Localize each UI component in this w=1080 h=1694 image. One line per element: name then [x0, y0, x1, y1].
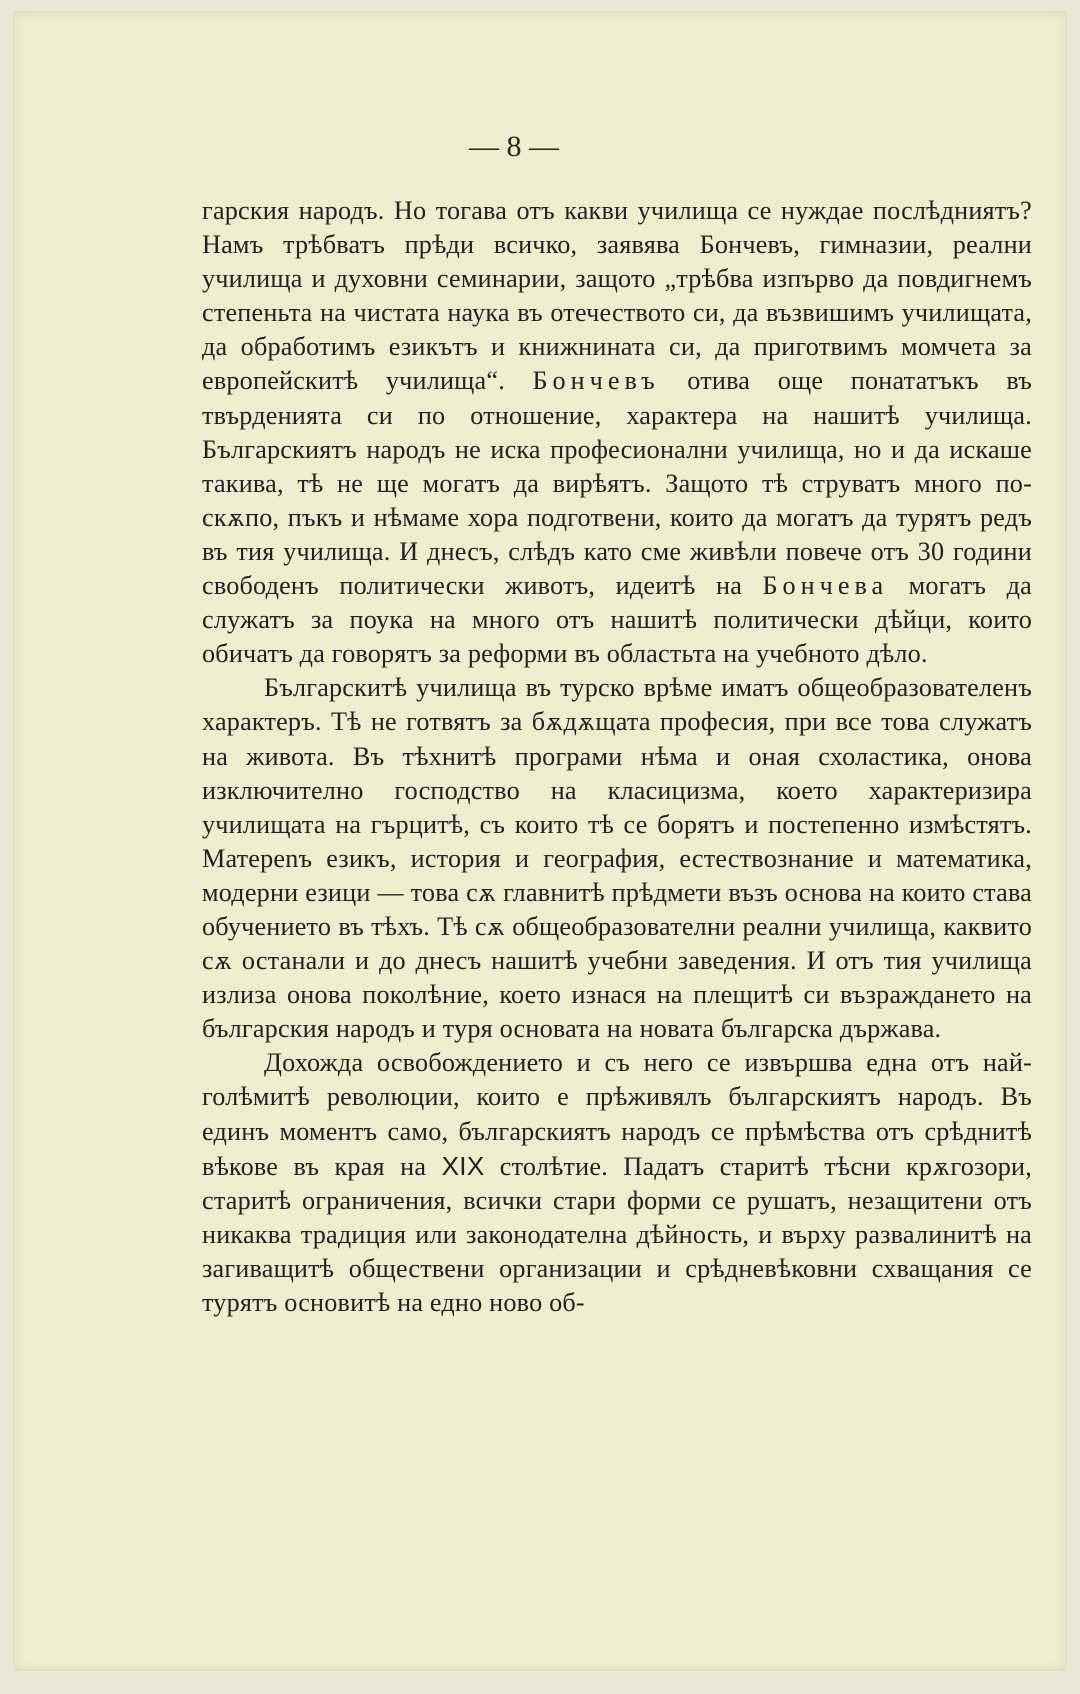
- text-segment: Дохожда освобождението и съ него се извършва една отъ най-голѣмитѣ революции, които е прѣживялъ българскиятъ народъ. Въ единъ моментъ само, българскиятъ народъ се прѣмѣства отъ срѣднитѣ вѣкове въ края на: [202, 1048, 1032, 1181]
- text-segment: гарския народъ. Но тогава отъ какви училища се нуждае послѣдниятъ? Намъ трѣбватъ прѣди всичко, заявява Бончевъ, гимназии, реални училища и духовни семинарии, защото „трѣбва изпърво да повдигнемъ степеньта на чистата наука въ отечеството си, да възвишимъ училищата, да обработимъ езикътъ и книжнината си, да приготвимъ момчета за европейскитѣ училища“.: [202, 196, 1032, 396]
- body-text: [202, 194, 1032, 1320]
- text-segment: могатъ да служатъ за поука на много отъ нашитѣ политически дѣйци, които обичатъ да говорятъ за реформи въ областьта на учебното дѣло.: [202, 571, 1032, 669]
- text-segment-spaced: Бончевъ: [532, 366, 660, 396]
- text-segment: столѣтие. Падатъ старитѣ тѣсни крѫгозори, старитѣ ограничения, всички стари форми се рушатъ, незащитени отъ никаква традиция или законодателна дѣйность, и върху развалинитѣ на загиващитѣ обществени организации и срѣдневѣковни схващания се турятъ основитѣ на едно ново об-: [202, 1151, 1032, 1317]
- text-segment: отива още понататъкъ въ твърденията си по отношение, характера на нашитѣ училища. Българскиятъ народъ не иска професионални училища, но и да искаше такива, тѣ не ще могатъ да вирѣятъ. Защото тѣ струватъ много по-скѫпо, пъкъ и нѣмаме хора подготвени, които да могатъ да турятъ редъ въ тия училища. И днесъ, слѣдъ като сме живѣли повече отъ 30 години свободенъ политически животъ, идеитѣ на: [202, 366, 1032, 601]
- page-content: [194, 12, 1034, 1694]
- text-segment-spaced: Бончева: [762, 571, 889, 601]
- scanned-page: [14, 12, 1066, 1670]
- text-segment: Българскитѣ училища въ турско врѣме иматъ общеобразователенъ характеръ. Тѣ не готвятъ за бѫдѫщата професия, при все това служатъ на живота. Въ тѣхнитѣ програми нѣма и оная схоластика, онова изключително господство на класицизма, което характеризира училищата на гърцитѣ, съ които тѣ се борятъ и постепенно измѣстятъ. Матерenъ езикъ, история и география, естествознание и математика, модерни езици — това сѫ главнитѣ прѣдмети възъ основа на които става обучението въ тѣхъ. Тѣ сѫ общеобразователни реални училища, каквито сѫ останали и до днесъ нашитѣ учебни заведения. И отъ тия училища излиза онова поколѣние, което изнася на плещитѣ си възраждането на българския народъ и туря основата на новата българска държава.: [202, 673, 1032, 1044]
- paragraph-1: [202, 194, 1032, 671]
- page-number: — 8 —: [469, 130, 559, 163]
- paragraph-3: [202, 1046, 1032, 1320]
- text-segment-roman-numeral: XIX: [441, 1150, 485, 1181]
- paragraph-2: [202, 671, 1032, 1046]
